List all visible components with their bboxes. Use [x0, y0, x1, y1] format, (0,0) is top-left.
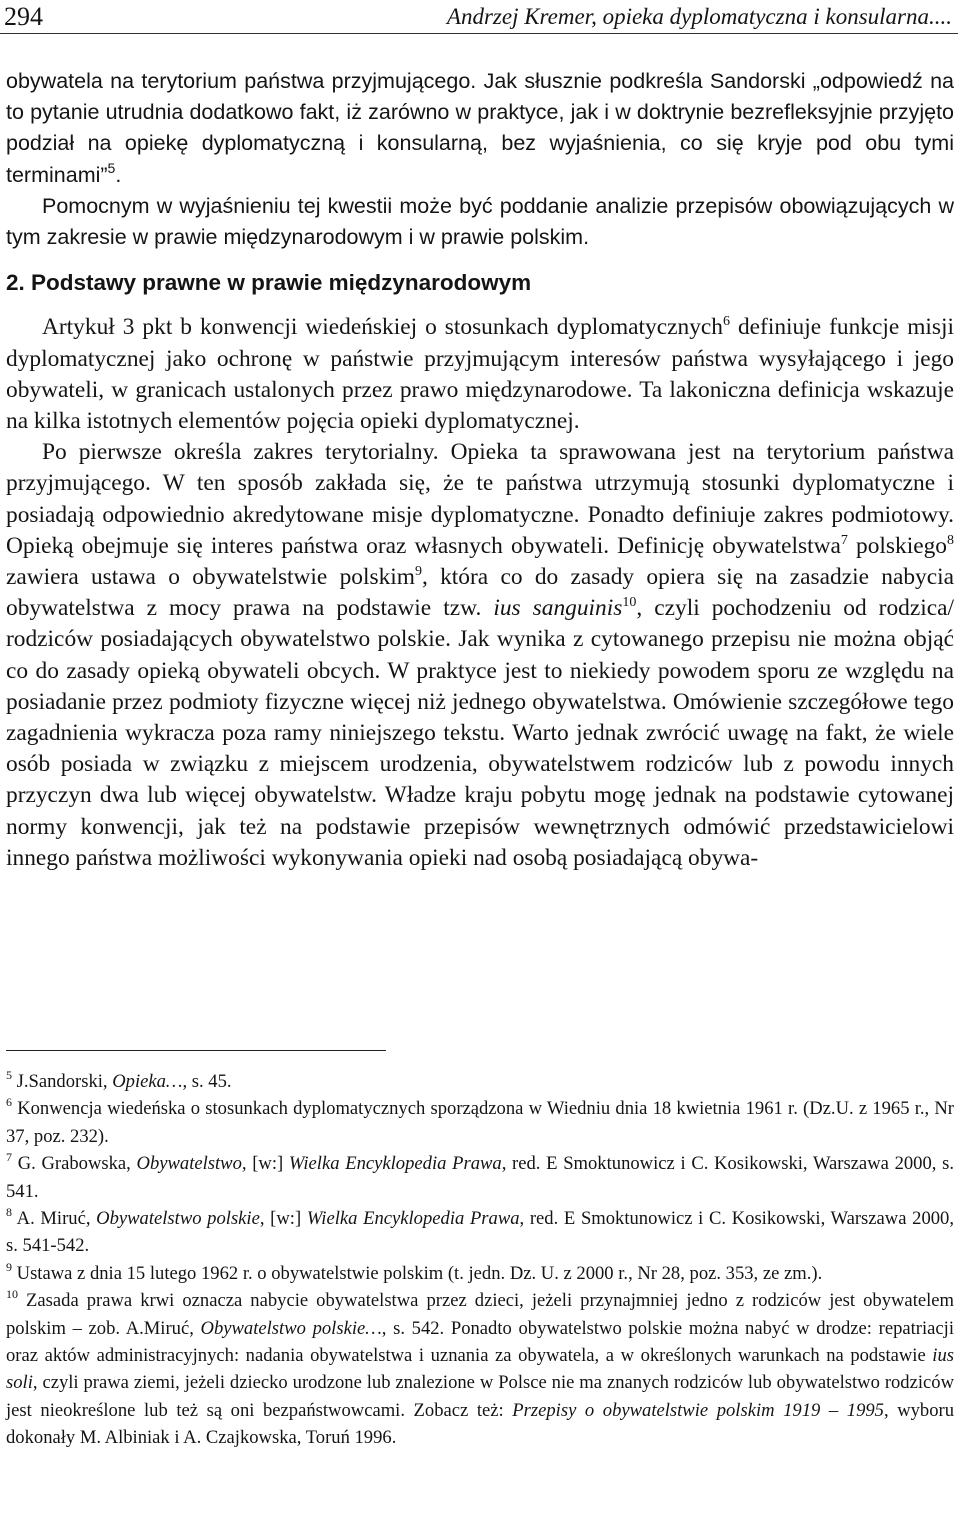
- footnote-ref-5: 5: [107, 159, 116, 176]
- section-heading: 2. Podstawy prawne w prawie międzynarodowym: [6, 270, 532, 296]
- paragraph-4-text-e: , czyli pochodzeniu od rodzica/ rodziców posiadających obywatelstwo polskie. Jak wynika z cytowanego przepisu nie można objąć co do zasady opieką obywateli obcych. W praktyce jest to niekiedy powodem sporu ze względu na posiadanie przez podmioty fizyczne więcej niż jednego obywatelstwa. Omówienie szczegółowe tego zagadnienia wykracza poza ramy niniejszego tekstu. Warto jednak zwrócić uwagę na fakt, że wiele osób posiada w związku z miejscem urodzenia, obywatelstwem rodziców lub z powodu innych przyczyn dwa lub więcej obywatelstw. Władze kraju pobytu mogę jednak na podstawie cytowanej normy konwencji, jak też na podstawie przepisów wewnętrznych odmówić przedstawicielowi innego państwa możliwości wykonywania opieki nad osobą posiadającą obywa-: [6, 595, 955, 871]
- paragraph-4: [6, 437, 954, 874]
- footnote-text: , [w:]: [259, 1208, 307, 1230]
- paragraph-4-text-b: polskiego: [847, 532, 947, 559]
- footnotes: [6, 1068, 954, 1452]
- footnote-italic: Obywatelstwo polskie: [96, 1208, 260, 1230]
- footnote-italic: Obywatelstwo,: [136, 1153, 247, 1175]
- footnote-text: , red. E Smoktunowicz i C. Kosikowski, Warszawa 2000, s. 541-542.: [6, 1208, 954, 1257]
- footnote-text: Zasada prawa krwi oznacza nabycie obywatelstwa przez dzieci, jeżeli przynajmniej jedno z rodziców jest obywatelem polskim – zob. A.Miruć,: [6, 1290, 954, 1339]
- footnote-8: [6, 1205, 954, 1260]
- footnote-italic: Przepisy o obywatelstwie polskim 1919 – 1995: [512, 1399, 884, 1421]
- page-header: [0, 0, 958, 34]
- footnote-italic: Wielka Encyklopedia Prawa: [306, 1208, 520, 1230]
- paragraph-4-text-c: zawiera ustawa o obywatelstwie polskim: [6, 564, 415, 591]
- footnote-text: , wyboru dokonały M. Albiniak i A. Czajkowska, Toruń 1996.: [6, 1399, 955, 1449]
- paragraph-4-text-d: , która co do zasady opiera się na zasadzie nabycia obywatelstwa z mocy prawa na podstawie tzw.: [6, 564, 954, 622]
- footnote-italic: Wielka Encyklopedia Prawa: [288, 1153, 502, 1175]
- footnote-italic: ius soli: [6, 1345, 954, 1394]
- paragraph-4-text-a: Po pierwsze określa zakres terytorialny. Opieka ta sprawowana jest na terytorium państwa przyjmującego. W ten sposób zakłada się, że te państwa utrzymują stosunki dyplomatyczne i posiadają odpowiednio akredytowane misje dyplomatyczne. Ponadto definiuje zakres podmiotowy. Opieką obejmuje się interes państwa oraz własnych obywateli. Definicję obywatelstwa: [6, 439, 954, 559]
- footnote-number: 10: [6, 1287, 18, 1302]
- footnote-text: , red. E Smoktunowicz i C. Kosikowski, Warszawa 2000, s. 541.: [6, 1153, 954, 1202]
- footnote-text: J.Sandorski,: [12, 1071, 113, 1092]
- paragraph-4-italic: ius sanguinis: [493, 595, 623, 622]
- footnote-text: G. Grabowska,: [12, 1153, 137, 1175]
- footnote-text: Konwencja wiedeńska o stosunkach dyplomatycznych sporządzona w Wiedniu dnia 18 kwietnia 1961 r. (Dz.U. z 1965 r., Nr 37, poz. 232).: [6, 1098, 954, 1147]
- footnote-number: 8: [6, 1205, 12, 1220]
- footnote-7: [6, 1150, 954, 1205]
- main-text: [6, 66, 954, 874]
- page-number: 294: [4, 2, 43, 31]
- footnote-ref-6: 6: [722, 314, 730, 330]
- footnote-ref-9: 9: [414, 564, 422, 580]
- paragraph-1-text: obywatela na terytorium państwa przyjmującego. Jak słusznie podkreśla Sandorski „odpowiedź na to pytanie utrudnia dodatkowo fakt, iż zarówno w praktyce, jak i w doktrynie bezrefleksyjnie przyjęto podział na opiekę dyplomatyczną i konsularną, bez wyjaśnienia, co się kryje pod obu tymi terminami”: [6, 69, 954, 187]
- footnote-separator: [6, 1050, 386, 1051]
- footnote-text: [w:]: [246, 1153, 289, 1175]
- footnote-italic: Opieka…: [112, 1071, 183, 1092]
- paragraph-3: [6, 312, 954, 437]
- footnote-ref-7: 7: [840, 532, 848, 548]
- footnote-6: [6, 1095, 954, 1150]
- footnote-text: , s. 45.: [182, 1071, 232, 1092]
- footnote-10: [6, 1287, 954, 1451]
- paragraph-1-end: .: [115, 162, 122, 187]
- footnote-text: , czyli prawa ziemi, jeżeli dziecko urodzone lub znalezione w Polsce nie ma znanych rodziców lub obywatelstwo rodziców jest nieokreślone lub też są oni bezpaństwowcami. Zobacz też:: [6, 1372, 954, 1421]
- footnote-number: 6: [6, 1095, 12, 1110]
- paragraph-1: [6, 66, 954, 191]
- footnote-9: [6, 1260, 954, 1287]
- footnote-italic: Obywatelstwo polskie…: [200, 1317, 382, 1339]
- paragraph-2: Pomocnym w wyjaśnieniu tej kwestii może być poddanie analizie przepisów obowiązujących w tym zakresie w prawie międzynarodowym i w prawie polskim.: [6, 193, 954, 250]
- running-title: Andrzej Kremer, opieka dyplomatyczna i konsularna....: [446, 4, 952, 29]
- footnote-text: A. Miruć,: [12, 1208, 97, 1230]
- footnote-ref-10: 10: [622, 595, 637, 611]
- paragraph-3-text-a: Artykuł 3 pkt b konwencji wiedeńskiej o stosunkach dyplomatycznych: [42, 314, 723, 341]
- footnote-text: Ustawa z dnia 15 lutego 1962 r. o obywatelstwie polskim (t. jedn. Dz. U. z 2000 r., Nr 28, poz. 353, ze zm.).: [12, 1262, 823, 1284]
- footnote-number: 7: [6, 1150, 12, 1165]
- paragraph-3-text-b: definiuje funkcje misji dyplomatycznej jako ochronę w państwie przyjmującym interesów państwa wysyłającego i jego obywateli, w granicach ustalonych przez prawo międzynarodowe. Ta lakoniczna definicja wskazuje na kilka istotnych elementów pojęcia opieki dyplomatycznej.: [6, 314, 954, 435]
- footnote-number: 5: [6, 1068, 12, 1082]
- footnote-5: [6, 1068, 954, 1095]
- footnote-number: 9: [6, 1259, 12, 1274]
- footnote-text: , s. 542. Ponadto obywatelstwo polskie można nabyć w drodze: repatriacji oraz aktów administracyjnych: nadania obywatelstwa i uznania za obywatela, a w określonych warunkach na podstawie: [6, 1317, 954, 1367]
- footnote-ref-8: 8: [947, 532, 954, 548]
